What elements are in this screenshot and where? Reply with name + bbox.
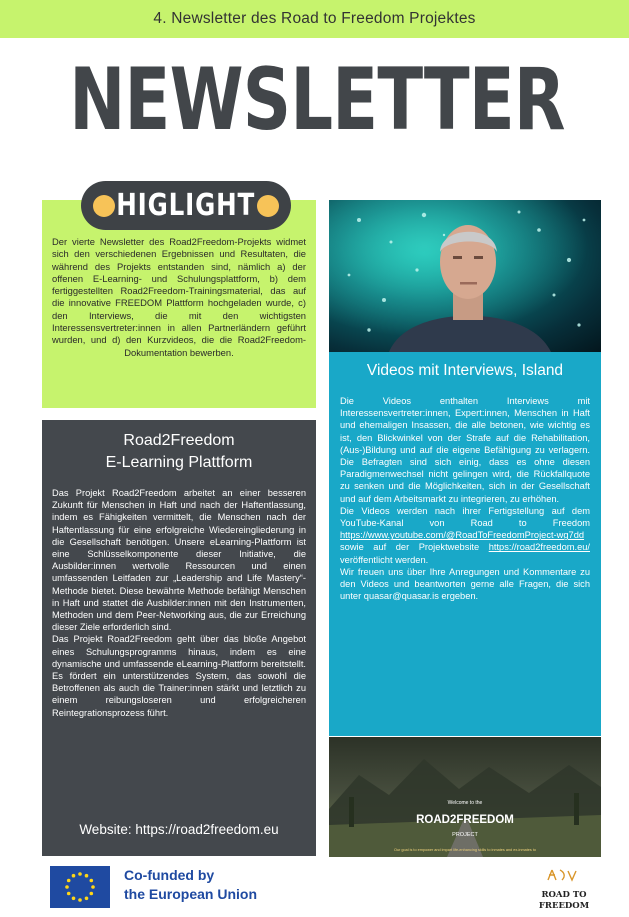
videos-paragraph-2 [340, 505, 590, 566]
videos-body [340, 395, 590, 602]
logo-line-1: ROAD TO [541, 890, 587, 900]
logo-line-2: FREEDOM [538, 901, 590, 911]
videos-section [329, 352, 601, 736]
youtube-link[interactable]: https://www.youtube.com/@RoadToFreedomProject-wg7dd [340, 530, 585, 541]
road-to-freedom-logo [538, 866, 590, 912]
newsletter-subtitle: 4. Newsletter des Road to Freedom Projektes [153, 10, 476, 27]
eu-flag-icon [50, 866, 110, 908]
eu-stars-icon [50, 866, 110, 908]
badge-dot-left-icon [93, 195, 115, 217]
elearning-paragraph-1: Das Projekt Road2Freedom arbeitet an einer besseren Zukunft für Menschen in Haft und nach der Haftentlassung, indem es Fähigkeiten vermittelt, die Menschen nach der Haftentlassung für eine erfolgreiche Wiedereingliederung in die Gesellschaft benötigen. Unsere eLearning-Plattform ist eine Schlüsselkomponente dieser Initiative, die Ausbilder:innen wertvolle Ressourcen und einen umfassenden Leitfaden zur „Leadership and Life Mastery“-Methode bietet. Diese bewährte Methode befähigt Menschen in Haft und stattet die Ausbilder:innen mit den Instrumenten, Methoden und dem Peer-Networking aus, die zur Erreichung dieser Ziele erforderlich sind. [52, 488, 306, 633]
elearning-title [42, 430, 316, 474]
elearning-title-line2: E-Learning Plattform [105, 454, 253, 471]
elearning-paragraph-2: Das Projekt Road2Freedom geht über das bloße Angebot eines Schulungsprogramms hinaus, indem es eine dynamische und umfassende eLearning-Plattform bereitstellt. Es fördert ein unterstützendes System, das sowohl die Betroffenen als auch die Trainer:innen stärkt und letztlich zu einem reibungsloseren und erfolgreicheren Reintegrationsprozess führt. [52, 634, 306, 718]
elearning-section [42, 420, 316, 856]
video-thumbnail-art [329, 737, 601, 857]
videos-p2-before: Die Videos werden nach ihrer Fertigstellung auf dem YouTube-Kanal von Road to Freedom [340, 505, 590, 529]
thumb-project-label: PROJECT [452, 832, 478, 838]
website-link[interactable]: Website: https://road2freedom.eu [79, 822, 279, 837]
thumb-welcome: Welcome to the [447, 800, 483, 806]
videos-p2-after: veröffentlicht werden. [340, 554, 429, 565]
eu-line-1: Co-funded by [124, 867, 215, 883]
badge-dot-right-icon [257, 195, 279, 217]
highlight-label: HIGLIGHT [116, 188, 256, 223]
elearning-body [52, 487, 306, 719]
videos-p2-middle: sowie auf der Projektwebsite [340, 542, 489, 553]
eu-line-2: the European Union [124, 886, 257, 902]
videos-paragraph-3: Wir freuen uns über Ihre Anregungen und Kommentare zu den Videos und beantworten gerne alle Fragen, die sich unter quasar@quasar.is ergeben. [340, 566, 590, 602]
elearning-title-line1: Road2Freedom [123, 432, 235, 449]
interview-photo [329, 200, 601, 352]
project-website-link[interactable]: https://road2freedom.eu/ [488, 542, 590, 553]
newsletter-title: NEWSLETTER [69, 50, 565, 150]
header-bar [0, 0, 629, 38]
thumb-caption: Our goal is to empower and impart life-enhancing skills to inmates and ex-inmates to [393, 848, 537, 852]
videos-title: Videos mit Interviews, Island [366, 362, 564, 379]
thumb-project-name: ROAD2FREEDOM [416, 814, 514, 826]
videos-paragraph-1: Die Videos enthalten Interviews mit Interessensvertreter:innen, Expert:innen, Menschen in Haft und ehemaligen Insassen, die alle betonen, wie wichtig es ist, den Blickwinkel von der Strafe auf die Rehabilitation, (Aus-)Bildung und auf die eigene Befähigung zu verlagern. Die Befragten sind sich einig, dass es ohne diesen Paradigmenwechsel nicht gelingen wird, die Rückfallquote zu senken und die Möglichkeiten, sich in der Gesellschaft und auf dem Arbeitsmarkt zu integrieren, zu erhöhen. [340, 396, 590, 504]
highlight-badge [81, 181, 291, 230]
highlight-text: Der vierte Newsletter des Road2Freedom-Projekts widmet sich den verschiedenen Ergebnissen und Resultaten, die während des Projekts entstanden sind, nämlich a) der offenen E-Learning- und Schulungsplattform, b) dem fertiggestellten Road2Freedom-Trainingsmaterial, das auf die innovative FREEDOM Plattform hochgeladen wurde, c) den Interviews, die mit den wichtigsten Interessensvertreter:innen in allen Partnerländern geführt wurden, und d) den Kurzvideos, die die Road2Freedom-Dokumentation bewerben. [52, 236, 306, 358]
eu-funding-text [124, 866, 257, 904]
road-to-freedom-logo-art [538, 866, 590, 912]
video-thumbnail[interactable] [329, 737, 601, 857]
interview-photo-art [329, 200, 601, 352]
